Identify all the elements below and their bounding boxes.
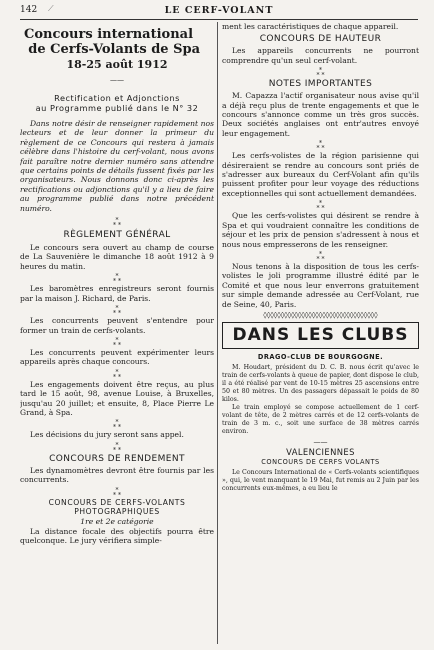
rectification-heading-line2: au Programme publié dans le N° 32 bbox=[35, 103, 199, 113]
article-title-line1: Concours international bbox=[24, 27, 194, 42]
star-divider: * * * bbox=[316, 250, 325, 263]
left-column bbox=[20, 22, 214, 644]
rectification-heading-line1: Rectification et Adjonctions bbox=[54, 93, 180, 103]
bourgogne-heading: DRAGO-CLUB DE BOURGOGNE. bbox=[257, 352, 384, 361]
photo-category: 1re et 2e catégorie bbox=[80, 516, 154, 526]
right-column bbox=[222, 22, 419, 644]
short-rule: —— bbox=[110, 76, 124, 84]
magazine-title: LE CERF-VOLANT bbox=[164, 5, 274, 16]
paragraph: Les appareils concurrents ne pourront comprendre qu'un seul cerf-volant. bbox=[222, 46, 419, 65]
intro-paragraph: Dans notre désir de renseigner rapidement nos lecteurs et de leur donner la primeur du règlement de ce Concours qui restera à jamais célèbre dans l'histoire du cerf-volant, nous avons fait paraître notre dernier numéro sans attendre que certains points de détails fussent fixés par les organisateurs. Nous donnons donc ci-après les rectifications ou adjonctions qu'il y a lieu de faire au programme publié dans notre précédent numéro. bbox=[20, 119, 214, 213]
star-divider: * * * bbox=[113, 273, 121, 286]
clubs-heading: DANS LES CLUBS bbox=[232, 324, 409, 345]
photo-heading-line1: CONCOURS DE CERFS-VOLANTS bbox=[48, 497, 186, 507]
rendement-heading: CONCOURS DE RENDEMENT bbox=[49, 453, 185, 464]
star-divider: * * * bbox=[316, 67, 325, 80]
hauteur-heading: CONCOURS DE HAUTEUR bbox=[259, 34, 382, 45]
clubs-banner bbox=[222, 322, 419, 349]
paragraph: Les cerfs-volistes de la région parisienne qui désireraient se rendre au concours sont priés de s'adresser aux bureaux du Cerf-Volant afin qu'ils puissent profiter pour leur voyage des réductions exceptionnelles qui sont actuellement demandées. bbox=[222, 151, 419, 198]
column-rule bbox=[217, 22, 218, 644]
paragraph: Le train employé se compose actuellement de 1 cerf-volant de tête, de 2 mètres carrés et de 12 cerfs-volants de train de 3 m. c., soit une surface de 38 mètres carrés environ. bbox=[222, 403, 419, 435]
paragraph: ment les caractéristiques de chaque appareil. bbox=[222, 22, 399, 31]
short-rule: —— bbox=[313, 437, 328, 446]
star-divider: * * * bbox=[113, 305, 121, 318]
paragraph: Les concurrents peuvent s'entendre pour former un train de cerfs-volants. bbox=[20, 316, 214, 335]
paragraph: Nous tenons à la disposition de tous les cerfs-volistes le joli programme illustré édité par le Comité et que nous leur enverrons gratuitement sur simple demande adressée au Cerf-Volant, rue de Seine, 40, Paris. bbox=[222, 261, 419, 309]
star-divider: * * * bbox=[113, 486, 121, 499]
star-divider: * * * bbox=[316, 200, 325, 213]
pencil-mark: ⟋ bbox=[48, 4, 54, 13]
star-divider: * * * bbox=[113, 217, 121, 230]
valenciennes-subheading: CONCOURS DE CERFS VOLANTS bbox=[261, 457, 380, 466]
star-divider: * * * bbox=[113, 419, 121, 432]
paragraph: Les baromètres enregistreurs seront fournis par la maison J. Richard, de Paris. bbox=[20, 284, 214, 303]
star-divider: * * * bbox=[113, 368, 121, 381]
article-title-line2: de Cerfs-Volants de Spa bbox=[28, 42, 200, 57]
star-divider: * * * bbox=[113, 441, 121, 454]
paragraph: Que les cerfs-volistes qui désirent se rendre à Spa et qui voudraient connaître les conditions de séjour et les prix de pension s'adressent à nous et nous nous empresserons de les renseigner. bbox=[222, 211, 419, 249]
star-divider: * * * bbox=[113, 336, 121, 349]
paragraph: M. Houdart, président du D. C. B. nous écrit qu'avec le train de cerfs-volants à queue de papier, dont dispose le club, il a été réalisé par vent de 10-15 mètres 25 ascensions entre 50 et 80 mètres. Un des passagers dépassait le poids de 80 kilos. bbox=[222, 363, 419, 403]
paragraph: Les engagements doivent être reçus, au plus tard le 15 août, 98, avenue Louise, à Bruxelles, jusqu'au 20 juillet; et ensuite, 8, Place Pierre Le Grand, à Spa. bbox=[20, 379, 214, 417]
paragraph: Les décisions du jury seront sans appel. bbox=[30, 430, 184, 440]
paragraph: La distance focale des objectifs pourra être quelconque. Le jury vérifiera simple- bbox=[20, 526, 214, 545]
paragraph: Le Concours International de « Cerfs-volants scientifiques », qui, le vent manquant le 19 Mai, fut remis au 2 Juin par les concurrents eux-mêmes, a eu lieu le bbox=[222, 468, 419, 492]
ornamental-border: ◊◊◊◊◊◊◊◊◊◊◊◊◊◊◊◊◊◊◊◊◊◊◊◊◊◊◊◊◊◊◊◊◊ bbox=[263, 311, 378, 319]
reglement-heading: RÈGLEMENT GÉNÉRAL bbox=[63, 230, 171, 241]
photo-heading-line2: PHOTOGRAPHIQUES bbox=[74, 506, 160, 516]
paragraph: M. Capazza l'actif organisateur nous avise qu'il a déjà reçu plus de trente engagements et que le concours s'annonce comme un très gros succès. Deux sociétés anglaises ont entr'autres envoyé leur engagement. bbox=[222, 91, 419, 138]
paragraph: Le concours sera ouvert au champ de course de La Sauvenière le dimanche 18 août 1912 à 9 heures du matin. bbox=[20, 243, 214, 271]
running-header bbox=[20, 5, 418, 20]
article-dates: 18-25 août 1912 bbox=[66, 58, 168, 71]
valenciennes-heading: VALENCIENNES bbox=[286, 446, 355, 457]
paragraph: Les dynamomètres devront être fournis par les concurrents. bbox=[20, 465, 214, 485]
star-divider: * * * bbox=[316, 140, 325, 153]
page-number: 142 bbox=[20, 5, 38, 15]
paragraph: Les concurrents peuvent expérimenter leurs appareils après chaque concours. bbox=[20, 347, 214, 367]
notes-heading: NOTES IMPORTANTES bbox=[268, 79, 373, 90]
